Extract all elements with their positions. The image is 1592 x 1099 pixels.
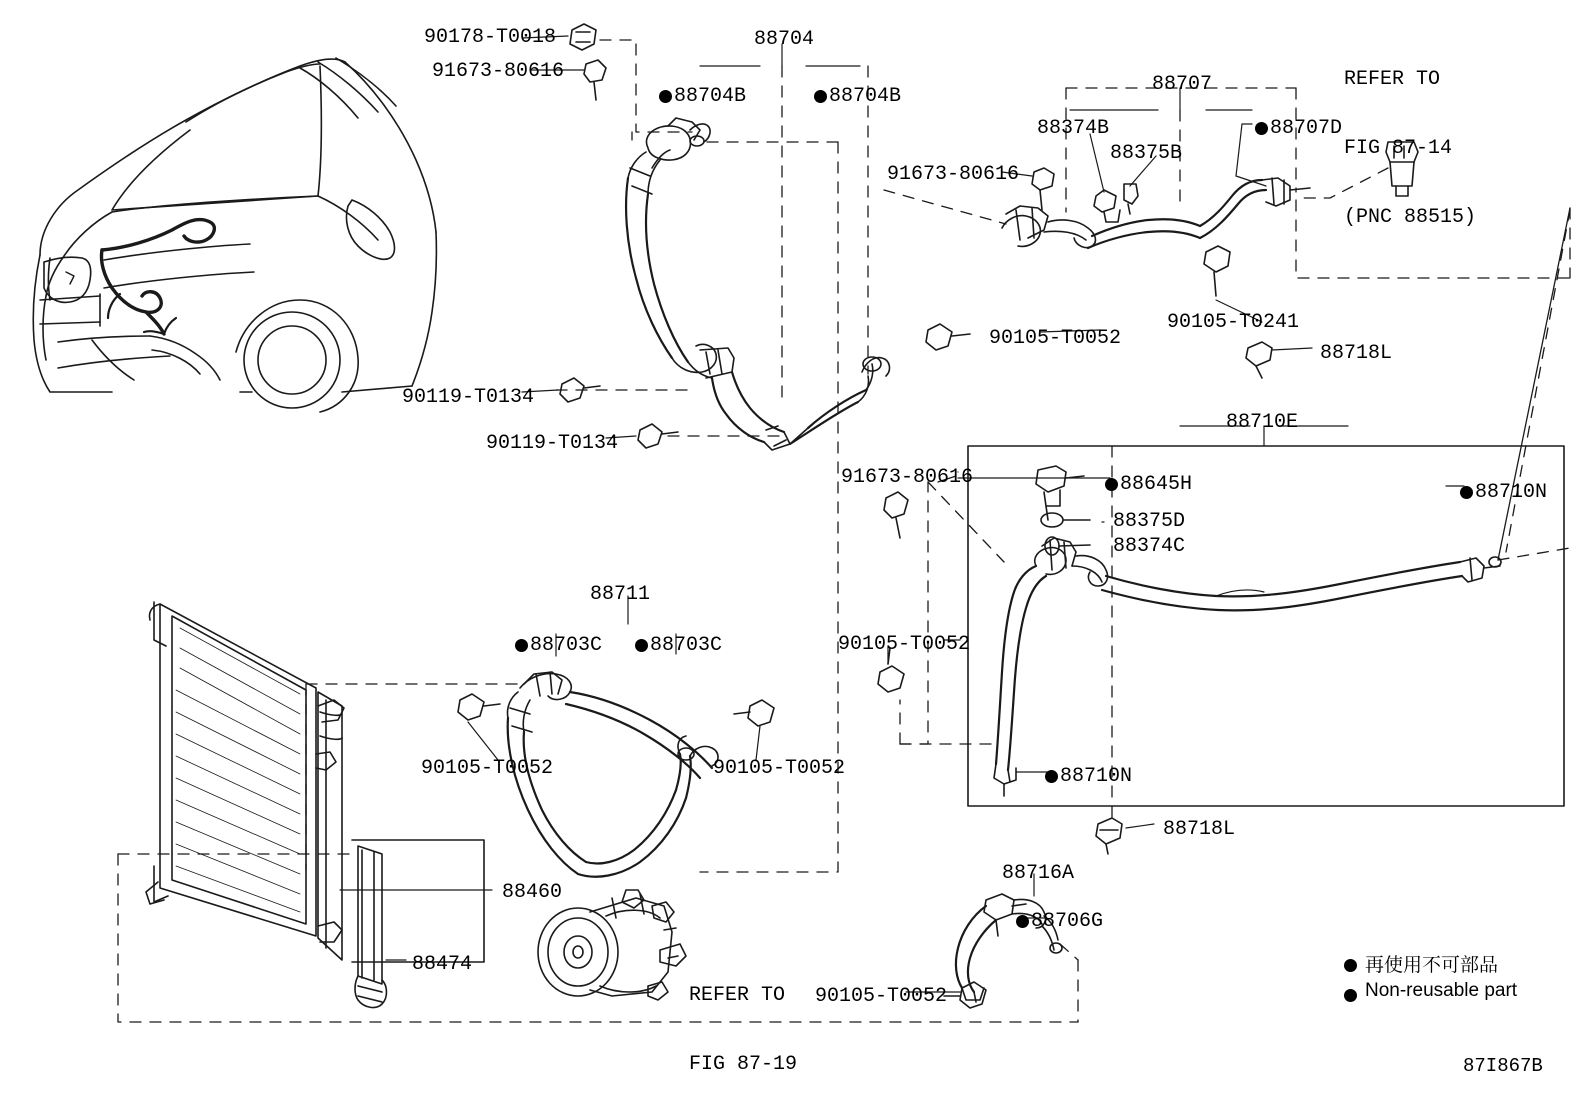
label-text: 91673-80616 <box>887 163 1020 186</box>
label-90119-T0134-b <box>486 432 618 456</box>
label-text: 88374B <box>1037 117 1110 140</box>
label-90105-T0052-a <box>989 327 1121 351</box>
label-88710N-a <box>1475 481 1547 505</box>
label-text: 90105-T0052 <box>989 327 1122 350</box>
label-88645H <box>1120 473 1192 497</box>
label-text: 90178-T0018 <box>424 26 557 49</box>
label-90119-T0134-a <box>402 386 534 410</box>
label-text: 90105-T0052 <box>421 757 554 780</box>
label-88711 <box>590 583 650 607</box>
legend-english: Non-reusable part <box>1365 980 1518 1001</box>
label-text: 88375D <box>1113 510 1186 533</box>
hose-88704 <box>626 118 889 450</box>
label-text: 88703C <box>530 634 603 657</box>
label-text: 88710N <box>1060 765 1133 788</box>
label-88716A <box>1002 862 1074 886</box>
label-88704B-b <box>829 85 901 109</box>
label-text: 88375B <box>1110 142 1183 165</box>
legend-dot-jp <box>1344 959 1357 972</box>
ref-line-1: REFER TO <box>689 984 786 1007</box>
nonreusable-dot <box>1016 915 1029 928</box>
label-text: 91673-80616 <box>432 60 565 83</box>
label-88460 <box>502 881 562 905</box>
label-88703C-b <box>650 634 722 658</box>
label-text: 90119-T0134 <box>486 432 619 455</box>
label-text: 88374C <box>1113 535 1186 558</box>
label-91673-80616-a <box>432 60 564 84</box>
label-88704 <box>754 28 814 52</box>
label-88707 <box>1152 73 1212 97</box>
ref-line-3: (PNC 88515) <box>1344 206 1477 229</box>
nonreusable-dot <box>1045 770 1058 783</box>
label-88375D <box>1113 510 1185 534</box>
nonreusable-dot <box>1460 486 1473 499</box>
label-text: 88711 <box>590 583 651 606</box>
label-text: 90119-T0134 <box>402 386 535 409</box>
ref-line-2: FIG 87-19 <box>689 1053 798 1076</box>
label-88718L-a <box>1320 342 1392 366</box>
nonreusable-dot <box>1255 122 1268 135</box>
vehicle-illustration <box>33 58 436 412</box>
label-88375B <box>1110 142 1182 166</box>
label-text: 88474 <box>412 953 473 976</box>
label-text: 88718L <box>1320 342 1393 365</box>
label-88704B-a <box>674 85 746 109</box>
label-text: 88703C <box>650 634 723 657</box>
label-text: 90105-T0052 <box>815 985 948 1008</box>
label-text: 91673-80616 <box>841 466 974 489</box>
label-text: 90105-T0241 <box>1167 311 1300 334</box>
ref-line-2: FIG 87-14 <box>1344 137 1453 160</box>
figure-code: 87I867B <box>1463 1055 1543 1077</box>
label-text: 88704 <box>754 28 815 51</box>
label-90105-T0052-e <box>815 985 947 1009</box>
label-90105-T0052-d <box>713 757 845 781</box>
tube-88710 <box>994 466 1501 796</box>
label-90105-T0241 <box>1167 311 1299 335</box>
legend-dot-en <box>1344 989 1357 1002</box>
label-text: 88710E <box>1226 411 1299 434</box>
label-90178-T0018 <box>424 26 556 50</box>
nonreusable-dot <box>659 90 672 103</box>
label-88707D <box>1270 117 1342 141</box>
legend-japanese: 再使用不可部品 <box>1365 955 1499 976</box>
ref-line-1: REFER TO <box>1344 68 1441 91</box>
label-91673-80616-c <box>841 466 973 490</box>
label-90105-T0052-c <box>421 757 553 781</box>
label-text: 88710N <box>1475 481 1548 504</box>
label-88710N-b <box>1060 765 1132 789</box>
compressor-87-19 <box>538 890 686 1000</box>
ref-87-19 <box>689 938 797 1099</box>
ref-87-14 <box>1344 22 1476 275</box>
nonreusable-dot <box>635 639 648 652</box>
label-text: 88645H <box>1120 473 1193 496</box>
label-91673-80616-b <box>887 163 1019 187</box>
condenser-88460 <box>146 602 484 1007</box>
label-text: 88704B <box>674 85 747 108</box>
label-text: 90105-T0052 <box>713 757 846 780</box>
clamp-88718L-upper <box>1246 342 1272 378</box>
label-90105-T0052-b <box>838 633 970 657</box>
label-88710E <box>1226 411 1298 435</box>
label-88706G <box>1031 910 1103 934</box>
nonreusable-dot <box>814 90 827 103</box>
nonreusable-dot <box>515 639 528 652</box>
label-88718L-b <box>1163 818 1235 842</box>
label-88374C <box>1113 535 1185 559</box>
nonreusable-dot <box>1105 478 1118 491</box>
label-text: 88718L <box>1163 818 1236 841</box>
label-text: 88716A <box>1002 862 1075 885</box>
label-88703C-a <box>530 634 602 658</box>
label-text: 88707 <box>1152 73 1213 96</box>
label-text: 88704B <box>829 85 902 108</box>
label-text: 88706G <box>1031 910 1104 933</box>
clamp-88718L-lower <box>1096 818 1122 854</box>
label-88374B <box>1037 117 1109 141</box>
label-text: 88460 <box>502 881 563 904</box>
label-text: 88707D <box>1270 117 1343 140</box>
label-88474 <box>412 953 472 977</box>
label-text: 90105-T0052 <box>838 633 971 656</box>
